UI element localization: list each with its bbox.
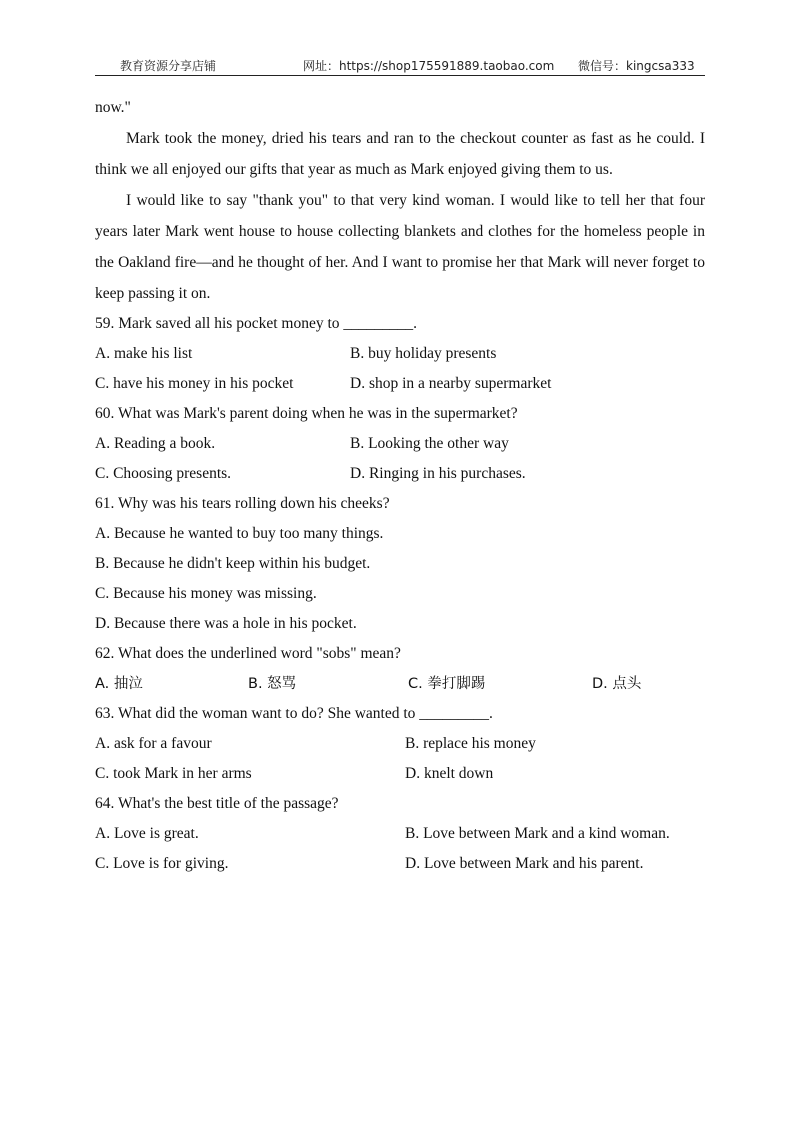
option-59-d: D. shop in a nearby supermarket (350, 375, 552, 392)
option-60-b: B. Looking the other way (350, 435, 509, 452)
question-63-stem: 63. What did the woman want to do? She wanted to _________. (95, 705, 493, 722)
option-62-a: A. 抽泣 (95, 676, 143, 692)
option-64-b: B. Love between Mark and a kind woman. (405, 825, 670, 842)
option-59-a: A. make his list (95, 345, 193, 362)
question-60-stem: 60. What was Mark's parent doing when he was in the supermarket? (95, 405, 518, 422)
question-59-options-cd (95, 369, 705, 399)
option-63-b: B. replace his money (405, 735, 536, 752)
option-59-b: B. buy holiday presents (350, 345, 497, 362)
option-63-c: C. took Mark in her arms (95, 765, 252, 782)
option-63-d: D. knelt down (405, 765, 494, 782)
option-63-a: A. ask for a favour (95, 735, 212, 752)
option-60-d: D. Ringing in his purchases. (350, 465, 526, 482)
question-60-options-cd (95, 459, 705, 489)
document-body (95, 92, 705, 879)
option-62-c: C. 拳打脚踢 (408, 676, 486, 692)
question-59-options-ab (95, 339, 705, 369)
option-60-a: A. Reading a book. (95, 435, 216, 452)
option-64-a: A. Love is great. (95, 825, 199, 842)
question-63-options-ab (95, 729, 705, 759)
question-64-options-ab (95, 819, 705, 849)
option-64-d: D. Love between Mark and his parent. (405, 855, 644, 872)
passage-paragraph-1: Mark took the money, dried his tears and ran to the checkout counter as fast as he could. I think we all enjoyed our gifts that year as much as Mark enjoyed giving them to us. (95, 130, 705, 178)
header-wechat: 微信号：kingcsa333 (578, 59, 695, 73)
option-59-c: C. have his money in his pocket (95, 375, 294, 392)
passage-line-continued: now." (95, 99, 131, 116)
passage-paragraph-2: I would like to say "thank you" to that very kind woman. I would like to tell her that four years later Mark went house to house collecting blankets and clothes for the homeless people in the Oakland fire—and he thought of her. And I want to promise her that Mark will never forget to keep passing it on. (95, 192, 705, 302)
option-61-b: B. Because he didn't keep within his budget. (95, 555, 371, 572)
option-61-c: C. Because his money was missing. (95, 585, 317, 602)
option-64-c: C. Love is for giving. (95, 855, 229, 872)
option-62-d: D. 点头 (592, 676, 642, 692)
header-url: 网址：https://shop175591889.taobao.com (303, 59, 555, 73)
question-62-options (95, 669, 705, 699)
option-60-c: C. Choosing presents. (95, 465, 232, 482)
option-62-b: B. 怒骂 (248, 676, 297, 692)
question-61-stem: 61. Why was his tears rolling down his cheeks? (95, 495, 390, 512)
header-shop-name: 教育资源分享店铺 (120, 59, 217, 73)
question-62-stem: 62. What does the underlined word "sobs" mean? (95, 645, 401, 662)
question-64-stem: 64. What's the best title of the passage? (95, 795, 339, 812)
option-61-d: D. Because there was a hole in his pocket. (95, 615, 357, 632)
page-header (95, 57, 705, 76)
question-60-options-ab (95, 429, 705, 459)
question-63-options-cd (95, 759, 705, 789)
option-61-a: A. Because he wanted to buy too many things. (95, 525, 384, 542)
question-59-stem: 59. Mark saved all his pocket money to _________. (95, 315, 418, 332)
question-64-options-cd (95, 849, 705, 879)
